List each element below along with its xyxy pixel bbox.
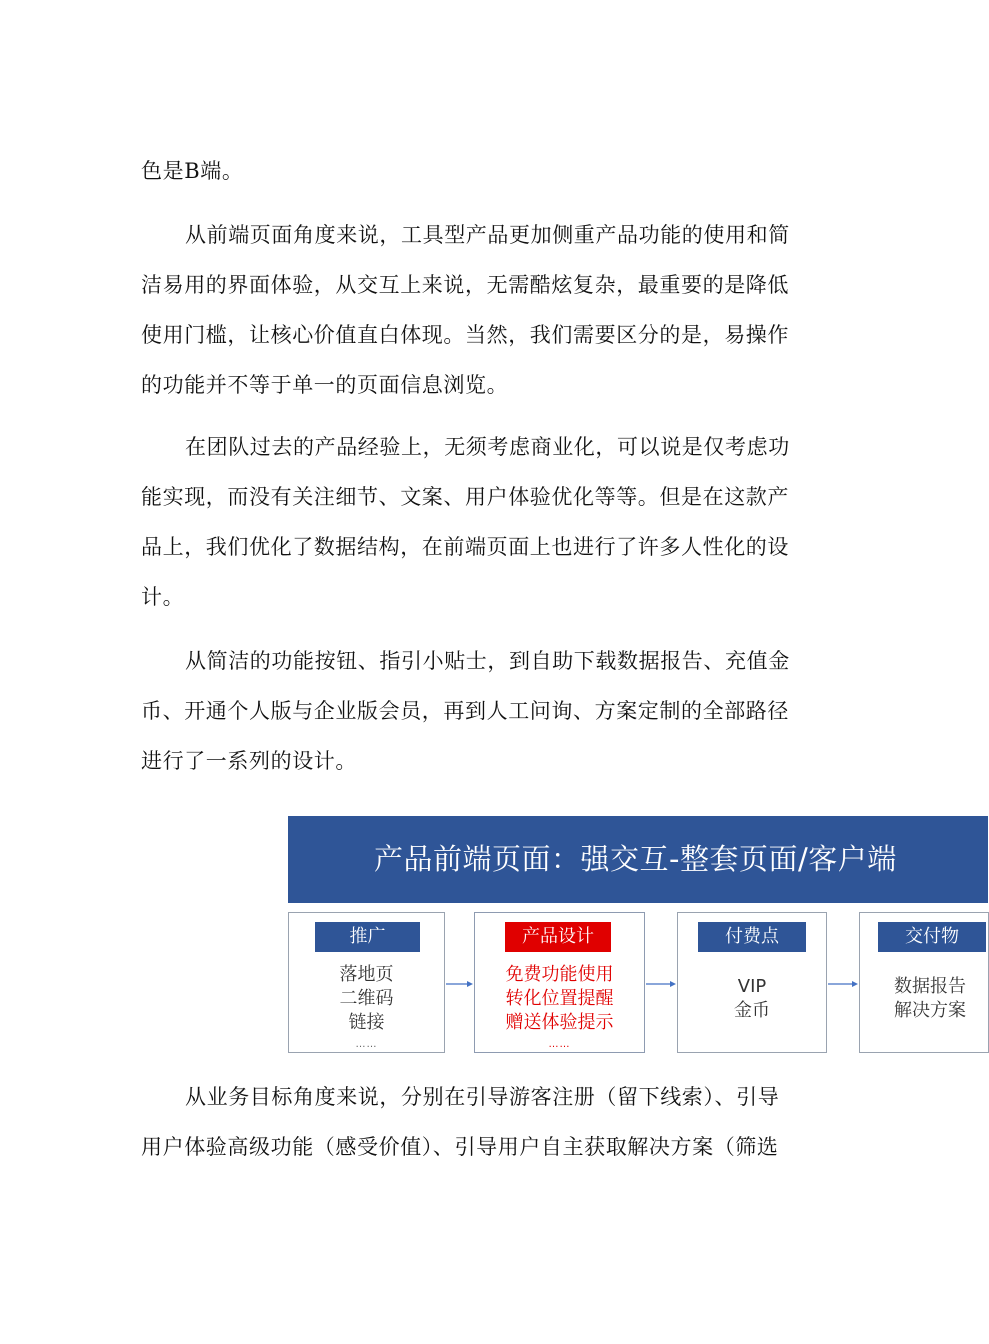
text-line: 从业务目标角度来说，分别在引导游客注册（留下线索）、引导 — [185, 1085, 780, 1109]
text-line: 进行了一系列的设计。 — [141, 749, 357, 773]
stage-header: 付费点 — [698, 922, 806, 952]
stage-item: 转化位置提醒 — [505, 988, 614, 1009]
stage-header: 交付物 — [878, 922, 986, 952]
paragraph-2 — [141, 422, 831, 622]
text-line: 使用门槛，让核心价值直白体现。当然，我们需要区分的是，易操作 — [141, 323, 789, 347]
text-line: 用户体验高级功能（感受价值）、引导用户自主获取解决方案（筛选 — [141, 1135, 779, 1159]
stage-items — [678, 975, 826, 1023]
stage-product-design — [474, 912, 645, 1053]
text-line: 洁易用的界面体验，从交互上来说，无需酷炫复杂，最重要的是降低 — [141, 273, 789, 297]
arrow-right-icon — [645, 979, 677, 989]
stage-payment-point — [677, 912, 827, 1053]
stage-item: 金币 — [734, 1000, 770, 1021]
text-line: 在团队过去的产品经验上，无须考虑商业化，可以说是仅考虑功 — [185, 435, 790, 459]
arrow-right-icon — [445, 979, 474, 989]
stage-items — [289, 963, 444, 1035]
text-line: 品上，我们优化了数据结构，在前端页面上也进行了许多人性化的设 — [141, 535, 789, 559]
flow-figure — [288, 816, 966, 1056]
stage-header: 产品设计 — [505, 922, 611, 952]
paragraph-4 — [141, 1072, 831, 1172]
stage-ellipsis: …… — [355, 1039, 378, 1050]
text-line: 从简洁的功能按钮、指引小贴士，到自助下载数据报告、充值金 — [185, 649, 790, 673]
stage-item: 落地页 — [339, 964, 394, 985]
text-line: 能实现，而没有关注细节、文案、用户体验优化等等。但是在这款产 — [141, 485, 789, 509]
text-line: 色是B端。 — [141, 159, 244, 183]
arrow-right-icon — [827, 979, 859, 989]
stage-item: 免费功能使用 — [505, 964, 614, 985]
stage-item: 解决方案 — [894, 1000, 966, 1021]
text-line: 币、开通个人版与企业版会员，再到人工问询、方案定制的全部路径 — [141, 699, 789, 723]
paragraph-3 — [141, 636, 831, 786]
paragraph-1 — [141, 210, 831, 410]
stage-item: 链接 — [348, 1012, 385, 1033]
text-line: 从前端页面角度来说，工具型产品更加侧重产品功能的使用和简 — [185, 223, 790, 247]
paragraph-0 — [141, 146, 831, 196]
stage-item: 二维码 — [339, 988, 394, 1009]
stage-ellipsis: …… — [548, 1039, 571, 1050]
stage-item: VIP — [737, 976, 767, 997]
figure-banner: 产品前端页面：强交互-整套页面/客户端 — [288, 816, 988, 903]
stage-items — [894, 975, 966, 1023]
stage-item: 赠送体验提示 — [505, 1012, 614, 1033]
stage-promotion — [288, 912, 445, 1053]
stage-item: 数据报告 — [894, 976, 966, 997]
stage-deliverables — [859, 912, 989, 1053]
text-line: 计。 — [141, 585, 185, 609]
stage-items — [475, 963, 644, 1035]
stage-header: 推广 — [315, 922, 420, 952]
text-line: 的功能并不等于单一的页面信息浏览。 — [141, 373, 509, 397]
